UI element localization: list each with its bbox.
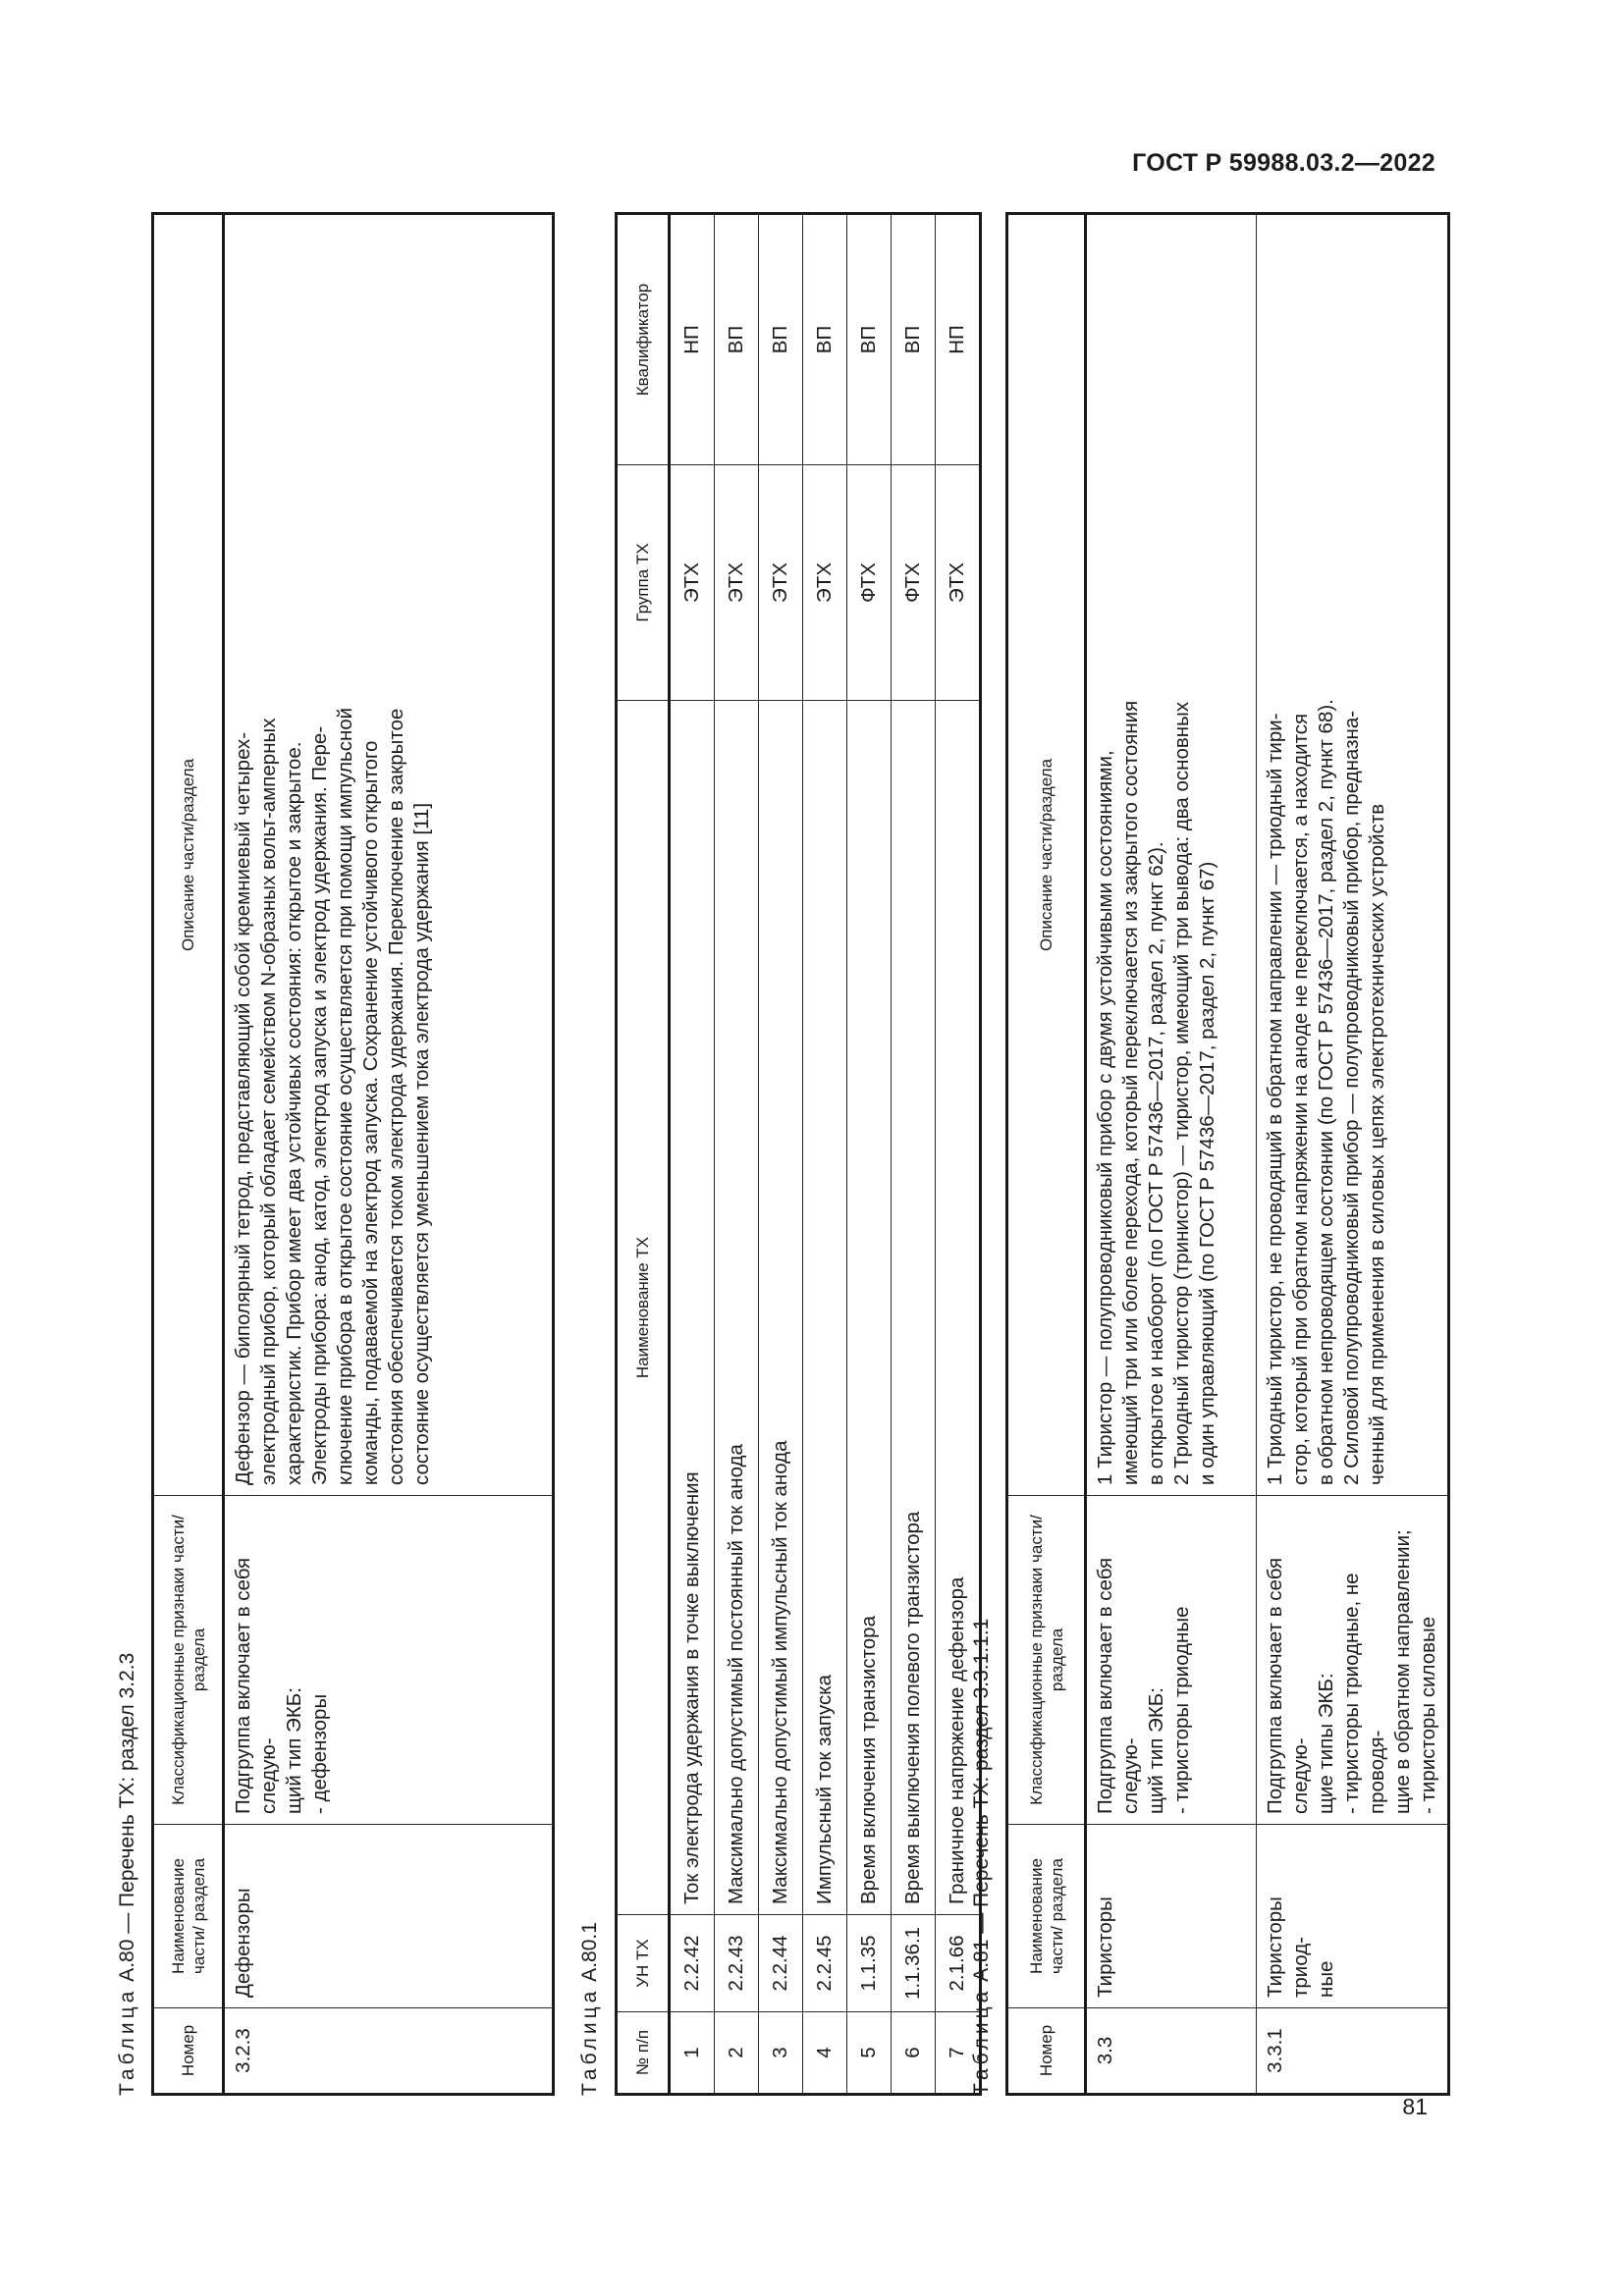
cell-number: 3.3.1	[1257, 2008, 1449, 2095]
header-characteristic: Наименование ТХ	[617, 701, 670, 1915]
cell-name: Дефензоры	[224, 1825, 554, 2008]
table-a80-caption	[116, 1653, 139, 2096]
table-a80	[151, 212, 555, 2096]
cell-characteristic: Максимально допустимый импульсный ток анода	[759, 701, 803, 1915]
cell-features: Подгруппа включает в себя следую- щий тип ЭКБ: - тиристоры триодные	[1086, 1496, 1257, 1825]
page-number: 81	[1402, 2094, 1428, 2119]
cell-group: ЭТХ	[803, 465, 847, 701]
standard-header: ГОСТ Р 59988.03.2—2022	[1132, 149, 1435, 177]
cell-index: 2	[715, 2012, 759, 2095]
caption-text: А.81 — Перечень ТХ: раздел 3.3.1.1.1	[970, 1618, 993, 1982]
cell-qualifier: НП	[670, 214, 715, 465]
cell-group: ЭТХ	[759, 465, 803, 701]
cell-characteristic: Импульсный ток запуска	[803, 701, 847, 1915]
cell-code: 2.2.44	[759, 1915, 803, 2012]
cell-code: 2.2.45	[803, 1915, 847, 2012]
cell-characteristic: Ток электрода удержания в точке выключения	[670, 701, 715, 1915]
caption-prefix: Таблица	[578, 1987, 601, 2096]
cell-characteristic: Время включения транзистора	[847, 701, 892, 1915]
table-row	[1257, 214, 1449, 2095]
cell-index: 6	[892, 2012, 936, 2095]
header-index: № п/п	[617, 2012, 670, 2095]
cell-index: 5	[847, 2012, 892, 2095]
caption-text: А.80 — Перечень ТХ: раздел 3.2.3	[116, 1652, 138, 1982]
cell-index: 3	[759, 2012, 803, 2095]
cell-qualifier: НП	[936, 214, 981, 465]
rotated-content	[110, 113, 1439, 2096]
cell-features: Подгруппа включает в себя следую- щие типы ЭКБ: - тиристоры триодные, не проводя- щие в обратном направлении; - тиристоры силовые	[1257, 1496, 1449, 1825]
table-row	[803, 214, 847, 2095]
cell-name: Тиристоры триод- ные	[1257, 1825, 1449, 2008]
table-row	[715, 214, 759, 2095]
cell-name: Тиристоры	[1086, 1825, 1257, 2008]
header-features: Классификационные признаки части/ раздела	[1007, 1496, 1086, 1825]
header-description: Описание части/раздела	[1007, 214, 1086, 1496]
cell-group: ФТХ	[847, 465, 892, 701]
cell-qualifier: ВП	[803, 214, 847, 465]
table-row	[892, 214, 936, 2095]
cell-description: Дефензор — биполярный тетрод, представляющий собой кремниевый четырех- электродный прибор, который обладает семейством N-образных вольт-амперных характеристик. Прибор имеет два устойчивых состояния: открытое и закрытое. Электроды прибора: анод, катод, электрод запуска и электрод удержания. Пере- ключение прибора в открытое состояние осуществляется при помощи импульсной команды, подаваемой на электрод запуска. Сохранение устойчивого открытого состояния обеспечивается током электрода удержания. Переключение в закрытое состояние осуществляется уменьшением тока электрода удержания [11]	[224, 214, 554, 1496]
cell-characteristic: Максимально допустимый постоянный ток анода	[715, 701, 759, 1915]
cell-characteristic: Граничное напряжение дефензора	[936, 701, 981, 1915]
cell-index: 4	[803, 2012, 847, 2095]
header-qualifier: Квалификатор	[617, 214, 670, 465]
header-features: Классификационные признаки части/ раздела	[153, 1496, 224, 1825]
caption-prefix: Таблица	[116, 1987, 138, 2096]
cell-group: ФТХ	[892, 465, 936, 701]
cell-index: 1	[670, 2012, 715, 2095]
cell-characteristic: Время выключения полевого транзистора	[892, 701, 936, 1915]
header-name: Наименование части/ раздела	[1007, 1825, 1086, 2008]
cell-features: Подгруппа включает в себя следую- щий тип ЭКБ: - дефензоры	[224, 1496, 554, 1825]
header-name: Наименование части/ раздела	[153, 1825, 224, 2008]
cell-description: 1 Триодный тиристор, не проводящий в обратном направлении — триодный тири- стор, который при обратном напряжении на аноде не переключается, а находится в обратном непроводящем состоянии (по ГОСТ Р 57436—2017, раздел 2, пункт 68). 2 Силовой полупроводниковый прибор — полупроводниковый прибор, предназна- ченный для применения в силовых цепях электротехнических устройств	[1257, 214, 1449, 1496]
cell-number: 3.3	[1086, 2008, 1257, 2095]
cell-qualifier: ВП	[847, 214, 892, 465]
table-row	[759, 214, 803, 2095]
table-a80-1-caption	[578, 1922, 602, 2096]
cell-code: 2.2.43	[715, 1915, 759, 2012]
cell-code: 1.1.36.1	[892, 1915, 936, 2012]
cell-code: 1.1.35	[847, 1915, 892, 2012]
header-number: Номер	[153, 2008, 224, 2095]
caption-text: А.80.1	[578, 1922, 601, 1982]
header-code: УН ТХ	[617, 1915, 670, 2012]
cell-group: ЭТХ	[936, 465, 981, 701]
table-row	[224, 214, 554, 2095]
header-number: Номер	[1007, 2008, 1086, 2095]
cell-qualifier: ВП	[715, 214, 759, 465]
table-row	[670, 214, 715, 2095]
cell-qualifier: ВП	[892, 214, 936, 465]
cell-qualifier: ВП	[759, 214, 803, 465]
table-row	[847, 214, 892, 2095]
header-description: Описание части/раздела	[153, 214, 224, 1496]
cell-code: 2.1.66	[936, 1915, 981, 2012]
cell-index: 7	[936, 2012, 981, 2095]
table-a81	[1005, 212, 1450, 2096]
cell-number: 3.2.3	[224, 2008, 554, 2095]
table-a80-1	[615, 212, 982, 2096]
cell-group: ЭТХ	[670, 465, 715, 701]
caption-prefix: Таблица	[970, 1987, 993, 2096]
cell-code: 2.2.42	[670, 1915, 715, 2012]
table-a81-caption	[970, 1619, 994, 2096]
table-row	[1086, 214, 1257, 2095]
header-group: Группа ТХ	[617, 465, 670, 701]
cell-group: ЭТХ	[715, 465, 759, 701]
cell-description: 1 Тиристор — полупроводниковый прибор с двумя устойчивыми состояниями, имеющий три или более перехода, который переключается из закрытого состояния в открытое и наоборот (по ГОСТ Р 57436—2017, раздел 2, пункт 62). 2 Триодный тиристор (тринистор) — тиристор, имеющий три вывода: два основных и один управляющий (по ГОСТ Р 57436—2017, раздел 2, пункт 67)	[1086, 214, 1257, 1496]
